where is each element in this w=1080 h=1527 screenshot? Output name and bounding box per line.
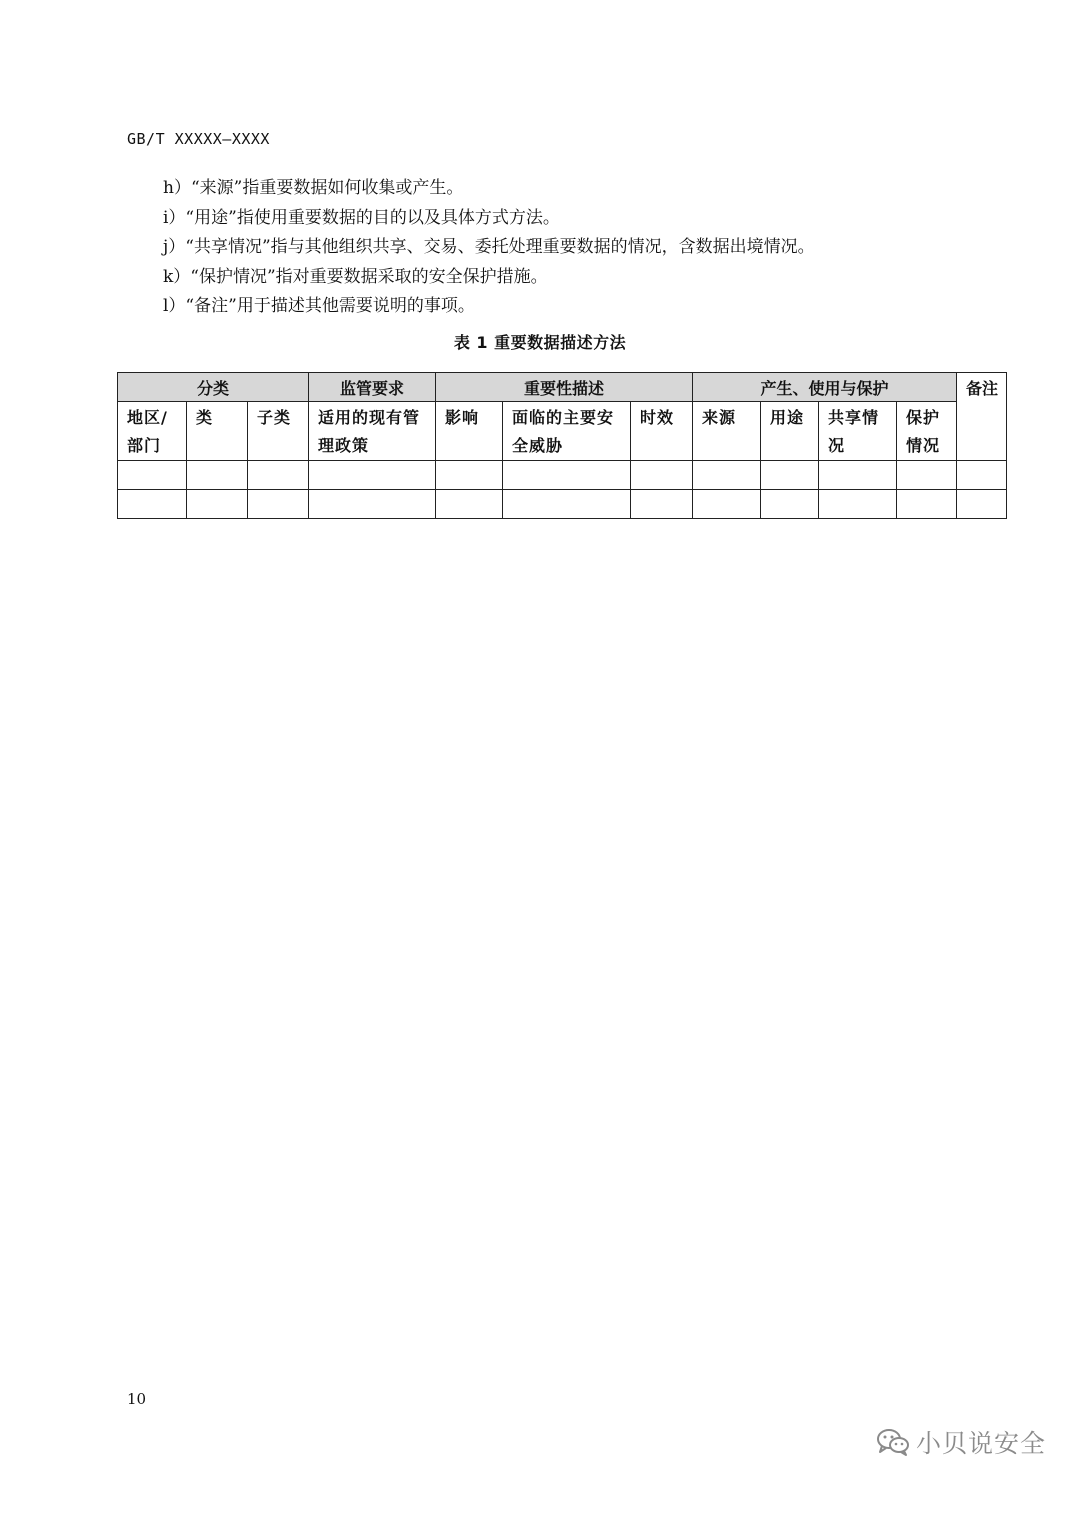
table-cell — [248, 490, 309, 519]
table-cell — [309, 490, 436, 519]
column-header: 子类 — [248, 402, 309, 461]
column-header: 适用的现有管理政策 — [309, 402, 436, 461]
column-group-header: 分类 — [118, 373, 309, 402]
list-item: h）“来源”指重要数据如何收集或产生。 — [163, 178, 464, 198]
column-header: 保护情况 — [897, 402, 957, 461]
column-group-header: 产生、使用与保护 — [693, 373, 957, 402]
list-item: k）“保护情况”指对重要数据采取的安全保护措施。 — [163, 266, 548, 287]
column-header-remark: 备注 — [957, 373, 1007, 461]
table-cell — [897, 461, 957, 490]
column-header: 类 — [187, 402, 248, 461]
watermark-text: 小贝说安全 — [916, 1429, 1047, 1458]
table-cell — [187, 461, 248, 490]
column-group-header: 重要性描述 — [436, 373, 693, 402]
table-cell — [693, 490, 761, 519]
table-group-header-row — [118, 373, 1007, 402]
list-item: j）“共享情况”指与其他组织共享、交易、委托处理重要数据的情况，含数据出境情况。 — [163, 237, 815, 257]
column-header: 来源 — [693, 402, 761, 461]
column-header: 面临的主要安全威胁 — [503, 402, 631, 461]
table-cell — [309, 461, 436, 490]
watermark — [876, 1424, 1046, 1460]
table-cell — [248, 461, 309, 490]
standard-code: GB/T XXXXX—XXXX — [127, 130, 270, 148]
column-header: 时效 — [631, 402, 693, 461]
table-row — [118, 461, 1007, 490]
table-cell — [693, 461, 761, 490]
table-cell — [957, 490, 1007, 519]
table-cell — [187, 490, 248, 519]
table-cell — [503, 461, 631, 490]
column-header: 影响 — [436, 402, 503, 461]
table-cell — [897, 490, 957, 519]
table-cell — [761, 461, 819, 490]
data-table — [117, 372, 1007, 519]
table-cell — [118, 461, 187, 490]
column-header: 地区/部门 — [118, 402, 187, 461]
table-cell — [436, 490, 503, 519]
list-item: i）“用途”指使用重要数据的目的以及具体方式方法。 — [163, 207, 560, 228]
column-group-header: 监管要求 — [309, 373, 436, 402]
table-cell — [819, 490, 897, 519]
table-cell — [503, 490, 631, 519]
wechat-icon — [876, 1427, 910, 1457]
definition-list — [163, 174, 1033, 322]
page-number: 10 — [127, 1390, 147, 1408]
table-cell — [761, 490, 819, 519]
table-cell — [631, 490, 693, 519]
table-cell — [118, 490, 187, 519]
column-header: 用途 — [761, 402, 819, 461]
list-item: l）“备注”用于描述其他需要说明的事项。 — [163, 296, 475, 316]
column-header: 共享情况 — [819, 402, 897, 461]
table-cell — [436, 461, 503, 490]
table-cell — [819, 461, 897, 490]
table-cell — [631, 461, 693, 490]
table-header-row — [118, 402, 1007, 461]
table-row — [118, 490, 1007, 519]
table-caption: 表 1 重要数据描述方法 — [453, 333, 627, 352]
table-cell — [957, 461, 1007, 490]
